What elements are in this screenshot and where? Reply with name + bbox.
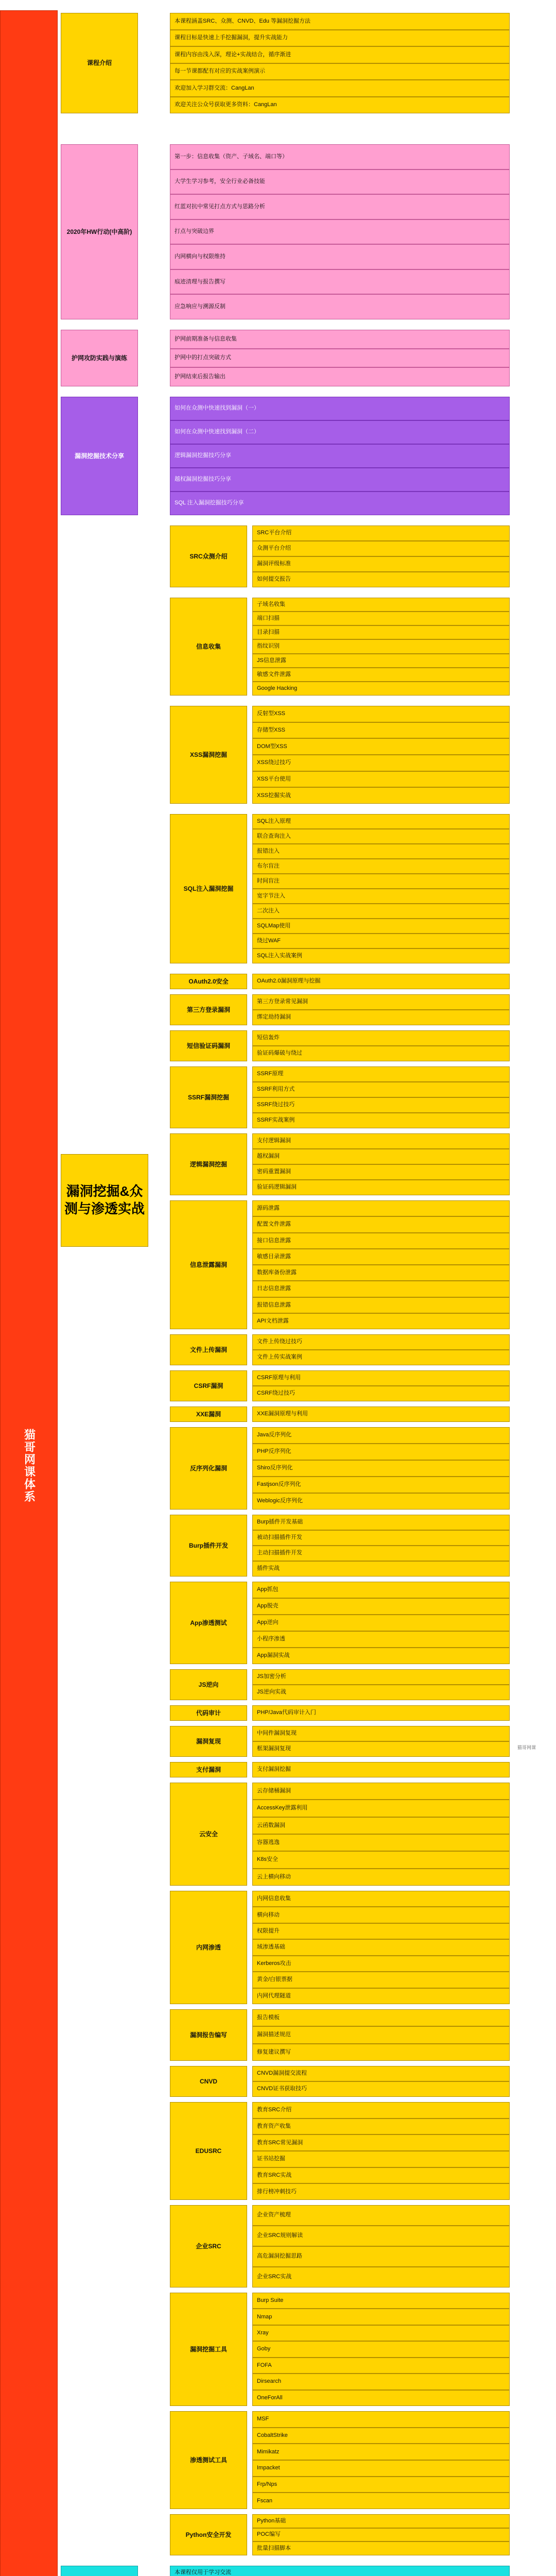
group-item[interactable]: 应急响应与溯源反制 — [170, 294, 510, 319]
group-item[interactable]: 每一节课都配有对应的实战案例演示 — [170, 63, 510, 80]
group-item[interactable]: 越权漏洞挖掘技巧分享 — [170, 468, 510, 492]
section-item[interactable]: 高危漏洞挖掘思路 — [252, 2246, 510, 2267]
section-item[interactable]: 日志信息泄露 — [252, 1281, 510, 1297]
section-item[interactable]: 子域名收集 — [252, 598, 510, 612]
section-item[interactable]: 云函数漏洞 — [252, 1817, 510, 1834]
section-category-26[interactable]: 漏洞挖掘工具 — [170, 2293, 247, 2406]
group-item[interactable]: 课程内容由浅入深，理论+实战结合，循序渐进 — [170, 46, 510, 63]
section-item[interactable]: Burp Suite — [252, 2293, 510, 2309]
section-item[interactable]: 插件实战 — [252, 1561, 510, 1577]
section-item[interactable]: 横向移动 — [252, 1907, 510, 1923]
section-item[interactable]: 越权漏洞 — [252, 1149, 510, 1164]
group-item[interactable]: 欢迎加入学习群交流：CangLan — [170, 80, 510, 97]
section-category-27[interactable]: 渗透测试工具 — [170, 2411, 247, 2509]
section-item[interactable]: 接口信息泄露 — [252, 1233, 510, 1249]
section-item[interactable]: OneForAll — [252, 2390, 510, 2406]
group-item[interactable]: 课程目标是快速上手挖掘漏洞，提升实战能力 — [170, 30, 510, 47]
section-category-3[interactable]: SQL注入漏洞挖掘 — [170, 814, 247, 963]
section-item[interactable]: 端口扫描 — [252, 612, 510, 625]
section-item[interactable]: SQL注入原理 — [252, 814, 510, 829]
group-item[interactable]: 打点与突破边界 — [170, 219, 510, 245]
section-item[interactable]: 支付漏洞挖掘 — [252, 1762, 510, 1777]
section-item[interactable]: Dirsearch — [252, 2374, 510, 2389]
section-item[interactable]: JS信息泄露 — [252, 654, 510, 668]
section-item[interactable]: JS加密分析 — [252, 1669, 510, 1685]
section-item[interactable]: CSRF绕过技巧 — [252, 1386, 510, 1401]
section-category-23[interactable]: CNVD — [170, 2066, 247, 2097]
section-item[interactable]: 证书站挖掘 — [252, 2151, 510, 2167]
section-item[interactable]: 中间件漏洞复现 — [252, 1726, 510, 1741]
section-category-7[interactable]: SSRF漏洞挖掘 — [170, 1066, 247, 1128]
section-item[interactable]: 云存储桶漏洞 — [252, 1783, 510, 1800]
section-item[interactable]: 报错注入 — [252, 844, 510, 859]
center-title-node: 漏洞挖掘&众测与渗透实战 — [61, 1154, 148, 1247]
section-category-2[interactable]: XSS漏洞挖掘 — [170, 706, 247, 804]
section-item[interactable]: 教育资产收集 — [252, 2119, 510, 2135]
section-category-14[interactable]: Burp插件开发 — [170, 1515, 247, 1577]
group-category-1[interactable]: 2020年HW行动(中高阶) — [61, 144, 138, 319]
section-item[interactable]: 数据库备份泄露 — [252, 1265, 510, 1281]
group-item[interactable]: 逻辑漏洞挖掘技巧分享 — [170, 444, 510, 468]
section-category-24[interactable]: EDUSRC — [170, 2102, 247, 2200]
section-item[interactable]: Goby — [252, 2341, 510, 2357]
section-item[interactable]: CSRF原理与利用 — [252, 1370, 510, 1386]
section-category-12[interactable]: XXE漏洞 — [170, 1406, 247, 1422]
section-item[interactable]: PHP反序列化 — [252, 1444, 510, 1460]
section-item[interactable]: Burp插件开发基础 — [252, 1515, 510, 1530]
section-item[interactable]: API文档泄露 — [252, 1313, 510, 1329]
section-item[interactable]: FOFA — [252, 2358, 510, 2374]
group-item[interactable]: 内网横向与权限维持 — [170, 244, 510, 269]
section-item[interactable]: CNVD证书获取技巧 — [252, 2081, 510, 2097]
section-category-8[interactable]: 逻辑漏洞挖掘 — [170, 1133, 247, 1195]
section-item[interactable]: SSRF绕过技巧 — [252, 1097, 510, 1113]
section-category-16[interactable]: JS逆向 — [170, 1669, 247, 1700]
section-item[interactable]: Google Hacking — [252, 682, 510, 696]
section-item[interactable]: 被动扫描插件开发 — [252, 1530, 510, 1546]
section-item[interactable]: 指纹识别 — [252, 639, 510, 653]
group-category-0[interactable]: 课程介绍 — [61, 13, 138, 113]
group-item[interactable]: 痕迹清理与报告撰写 — [170, 269, 510, 295]
section-item[interactable]: 绑定劫持漏洞 — [252, 1010, 510, 1025]
section-item[interactable]: SSRF实战案例 — [252, 1113, 510, 1128]
group-item[interactable]: 护网前期准备与信息收集 — [170, 330, 510, 349]
section-item[interactable]: XSS绕过技巧 — [252, 755, 510, 771]
section-item[interactable]: OAuth2.0漏洞原理与挖掘 — [252, 974, 510, 989]
section-item[interactable]: App脱壳 — [252, 1598, 510, 1615]
section-item[interactable]: App抓包 — [252, 1582, 510, 1598]
group-item[interactable]: 本课程涵盖SRC、众测、CNVD、Edu 等漏洞挖掘方法 — [170, 13, 510, 30]
section-item[interactable]: Frp/Nps — [252, 2477, 510, 2493]
group-category-3[interactable]: 漏洞挖掘技术分享 — [61, 397, 138, 515]
section-item[interactable]: 排行榜冲刺技巧 — [252, 2183, 510, 2200]
section-item[interactable]: 企业SRC规则解读 — [252, 2226, 510, 2246]
section-item[interactable]: 域渗透基础 — [252, 1939, 510, 1955]
section-item[interactable]: 内网代理隧道 — [252, 1988, 510, 2004]
section-item[interactable]: 众测平台介绍 — [252, 541, 510, 556]
group-item[interactable]: 如何在众测中快速找到漏洞（二） — [170, 420, 510, 444]
section-item[interactable]: 联合查询注入 — [252, 829, 510, 844]
section-category-1[interactable]: 信息收集 — [170, 598, 247, 696]
section-category-0[interactable]: SRC众测介绍 — [170, 526, 247, 587]
section-item[interactable]: XXE漏洞原理与利用 — [252, 1406, 510, 1422]
section-category-13[interactable]: 反序列化漏洞 — [170, 1427, 247, 1510]
section-item[interactable]: Mimikatz — [252, 2444, 510, 2460]
section-item[interactable]: 文件上传实战案例 — [252, 1350, 510, 1365]
section-item[interactable]: 教育SRC实战 — [252, 2167, 510, 2184]
section-item[interactable]: 源码泄露 — [252, 1200, 510, 1216]
section-category-15[interactable]: App渗透测试 — [170, 1582, 247, 1664]
group-item[interactable]: 第一步：信息收集（资产、子域名、端口等） — [170, 144, 510, 170]
section-item[interactable]: Kerberos攻击 — [252, 1956, 510, 1972]
section-category-6[interactable]: 短信验证码漏洞 — [170, 1030, 247, 1061]
section-item[interactable]: Nmap — [252, 2309, 510, 2325]
section-category-25[interactable]: 企业SRC — [170, 2205, 247, 2287]
section-item[interactable]: 布尔盲注 — [252, 859, 510, 874]
group-item[interactable]: SQL 注入漏洞挖掘技巧分享 — [170, 492, 510, 515]
section-item[interactable]: 报错信息泄露 — [252, 1297, 510, 1313]
section-item[interactable]: 云上横向移动 — [252, 1869, 510, 1886]
section-item[interactable]: DOM型XSS — [252, 738, 510, 755]
footer-item[interactable]: 本课程仅用于学习交流 — [170, 2566, 510, 2576]
section-item[interactable]: 修复建议撰写 — [252, 2044, 510, 2061]
section-item[interactable]: PHP/Java代码审计入门 — [252, 1705, 510, 1721]
section-item[interactable]: MSF — [252, 2411, 510, 2428]
side-note: 猫哥网课 — [517, 1745, 536, 1750]
section-item[interactable]: Shiro反序列化 — [252, 1460, 510, 1477]
section-item[interactable]: 验证码爆破与绕过 — [252, 1046, 510, 1061]
section-item[interactable]: Impacket — [252, 2460, 510, 2477]
root-title: 猫哥网课体系 — [22, 1429, 36, 1503]
section-category-4[interactable]: OAuth2.0安全 — [170, 974, 247, 989]
section-item[interactable]: 宽字节注入 — [252, 889, 510, 904]
group-item[interactable]: 欢迎关注公众号获取更多资料：CangLan — [170, 97, 510, 114]
section-item[interactable]: App漏洞实战 — [252, 1648, 510, 1664]
section-item[interactable]: 反射型XSS — [252, 706, 510, 722]
section-item[interactable]: SRC平台介绍 — [252, 526, 510, 541]
section-item[interactable]: JS逆向实战 — [252, 1685, 510, 1700]
section-item[interactable]: 时间盲注 — [252, 874, 510, 889]
root-node[interactable] — [0, 10, 58, 2576]
section-item[interactable]: 框架漏洞复现 — [252, 1741, 510, 1757]
section-item[interactable]: 敏感目录泄露 — [252, 1249, 510, 1265]
section-item[interactable]: 验证码逻辑漏洞 — [252, 1180, 510, 1195]
section-item[interactable]: 绕过WAF — [252, 934, 510, 948]
section-item[interactable]: 敏感文件泄露 — [252, 668, 510, 682]
section-item[interactable]: 企业SRC实战 — [252, 2267, 510, 2287]
section-item[interactable]: XSS平台使用 — [252, 771, 510, 788]
section-item[interactable]: Fastjson反序列化 — [252, 1477, 510, 1493]
group-item[interactable]: 红蓝对抗中常见打点方式与思路分析 — [170, 194, 510, 219]
section-category-17[interactable]: 代码审计 — [170, 1705, 247, 1721]
section-item[interactable]: 黄金/白银票据 — [252, 1972, 510, 1988]
section-category-28[interactable]: Python安全开发 — [170, 2514, 247, 2555]
section-item[interactable]: 文件上传绕过技巧 — [252, 1334, 510, 1350]
section-item[interactable]: AccessKey泄露利用 — [252, 1800, 510, 1817]
section-category-22[interactable]: 漏洞报告编写 — [170, 2009, 247, 2061]
section-item[interactable]: Weblogic反序列化 — [252, 1493, 510, 1510]
section-item[interactable]: XSS挖掘实战 — [252, 787, 510, 804]
section-item[interactable]: SSRF利用方式 — [252, 1082, 510, 1097]
group-item[interactable]: 如何在众测中快速找到漏洞（一） — [170, 397, 510, 420]
group-item[interactable]: 护网结束后报告输出 — [170, 367, 510, 386]
section-category-5[interactable]: 第三方登录漏洞 — [170, 994, 247, 1025]
section-category-19[interactable]: 支付漏洞 — [170, 1762, 247, 1777]
section-item[interactable]: 如何提交报告 — [252, 572, 510, 587]
section-item[interactable]: 漏洞描述规范 — [252, 2026, 510, 2043]
section-item[interactable]: Python基础 — [252, 2514, 510, 2528]
section-item[interactable]: App逆向 — [252, 1615, 510, 1631]
section-item[interactable]: 企业资产梳理 — [252, 2205, 510, 2226]
group-category-2[interactable]: 护网攻防实践与演练 — [61, 330, 138, 386]
section-item[interactable]: 小程序渗透 — [252, 1631, 510, 1648]
section-item[interactable]: Xray — [252, 2325, 510, 2341]
section-item[interactable]: 第三方登录常见漏洞 — [252, 994, 510, 1010]
section-item[interactable]: 漏洞评级标准 — [252, 556, 510, 572]
section-item[interactable]: 内网信息收集 — [252, 1891, 510, 1907]
section-category-10[interactable]: 文件上传漏洞 — [170, 1334, 247, 1365]
section-item[interactable]: 教育SRC介绍 — [252, 2102, 510, 2119]
section-item[interactable]: SQL注入实战案例 — [252, 948, 510, 963]
section-category-20[interactable]: 云安全 — [170, 1783, 247, 1886]
section-item[interactable]: 目录扫描 — [252, 625, 510, 639]
group-item[interactable]: 护网中的打点突破方式 — [170, 349, 510, 368]
section-category-11[interactable]: CSRF漏洞 — [170, 1370, 247, 1401]
section-category-18[interactable]: 漏洞复现 — [170, 1726, 247, 1757]
section-item[interactable]: 教育SRC常见漏洞 — [252, 2134, 510, 2151]
section-item[interactable]: SQLMap使用 — [252, 919, 510, 934]
section-item[interactable]: 密码重置漏洞 — [252, 1164, 510, 1180]
section-item[interactable]: CNVD漏洞提交流程 — [252, 2066, 510, 2081]
section-category-21[interactable]: 内网渗透 — [170, 1891, 247, 2004]
section-item[interactable]: 支付逻辑漏洞 — [252, 1133, 510, 1149]
section-item[interactable]: 短信轰炸 — [252, 1030, 510, 1046]
section-item[interactable]: Java反序列化 — [252, 1427, 510, 1444]
section-item[interactable]: K8s安全 — [252, 1851, 510, 1868]
section-item[interactable]: 报告模板 — [252, 2009, 510, 2026]
footer-category-0[interactable] — [61, 2566, 138, 2576]
section-item[interactable]: 二次注入 — [252, 904, 510, 919]
section-category-9[interactable]: 信息泄露漏洞 — [170, 1200, 247, 1329]
section-item[interactable]: 存储型XSS — [252, 722, 510, 739]
section-item[interactable]: POC编写 — [252, 2528, 510, 2542]
section-item[interactable]: 主动扫描插件开发 — [252, 1546, 510, 1561]
section-item[interactable]: 容器逃逸 — [252, 1834, 510, 1851]
section-item[interactable]: 批量扫描脚本 — [252, 2541, 510, 2555]
section-item[interactable]: 配置文件泄露 — [252, 1216, 510, 1232]
section-item[interactable]: 权限提升 — [252, 1923, 510, 1939]
group-item[interactable]: 大学生学习参考，安全行业必备技能 — [170, 170, 510, 195]
section-item[interactable]: CobaltStrike — [252, 2428, 510, 2444]
section-item[interactable]: Fscan — [252, 2493, 510, 2509]
section-item[interactable]: SSRF原理 — [252, 1066, 510, 1082]
